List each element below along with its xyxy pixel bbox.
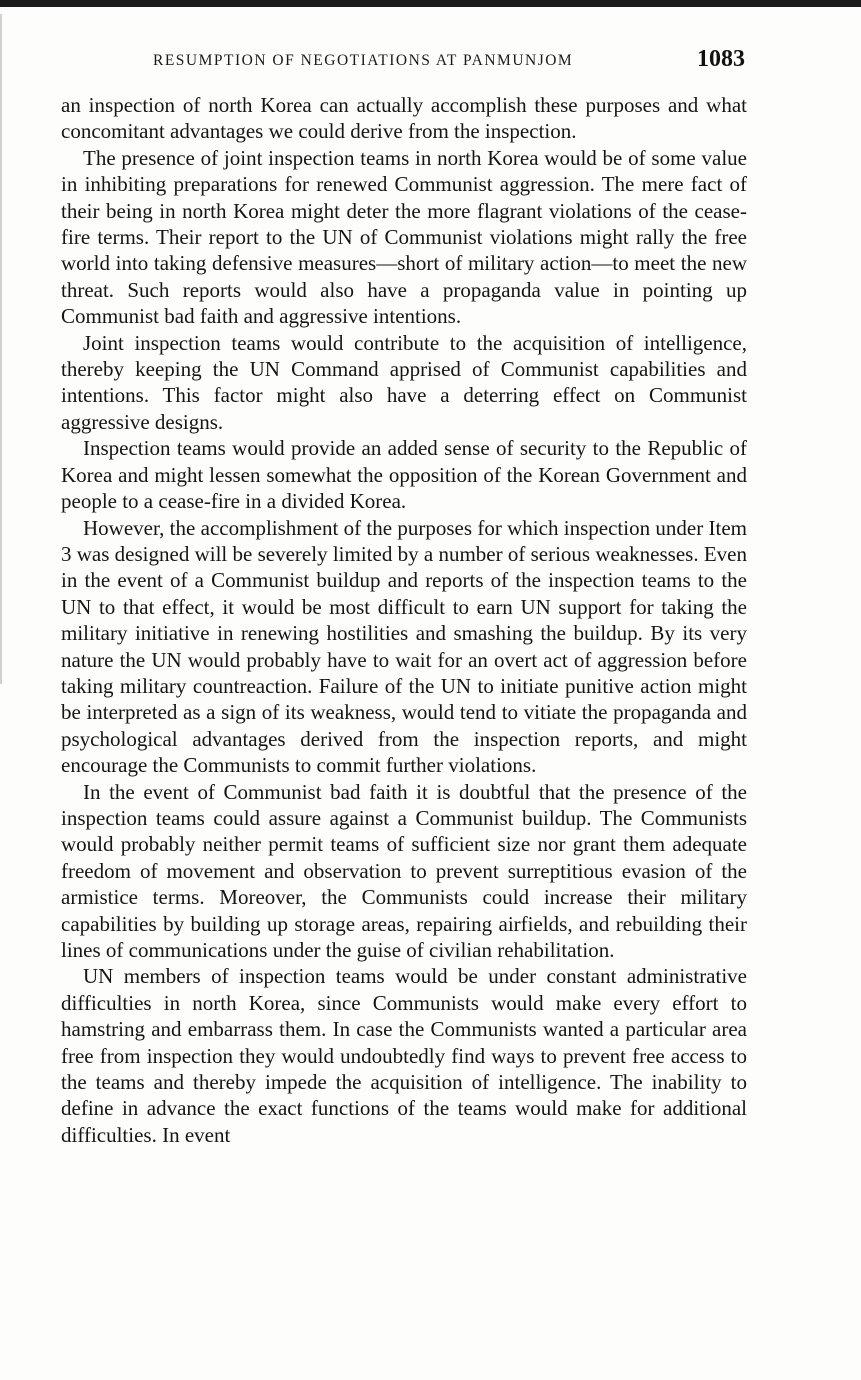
running-title: RESUMPTION OF NEGOTIATIONS AT PANMUNJOM bbox=[153, 52, 574, 69]
page-number: 1083 bbox=[697, 46, 745, 72]
paragraph-security: Inspection teams would provide an added sense of security to the Republic of Korea and might lessen somewhat the opposition of the Korean Government and people to a cease-fire in a divided Korea. bbox=[61, 436, 747, 514]
paragraph-intelligence: Joint inspection teams would contribute to the acquisition of intelligence, thereby keeping the UN Command apprised of Communist capabilities and intentions. This factor might also have a deterring effect on Communist aggressive designs. bbox=[61, 330, 747, 434]
scan-top-border bbox=[0, 0, 861, 7]
running-header bbox=[61, 46, 747, 76]
book-page bbox=[61, 46, 747, 1148]
body-text bbox=[61, 92, 747, 1148]
paragraph-weaknesses: However, the accomplishment of the purposes for which inspection under Item 3 was designed will be severely limited by a number of serious weaknesses. Even in the event of a Communist buildup and reports of the inspection teams to the UN to that effect, it would be most difficult to earn UN support for taking the military initiative in renewing hostilities and smashing the buildup. By its very nature the UN would probably have to wait for an overt act of aggression before taking military countreaction. Failure of the UN to initiate punitive action might be interpreted as a sign of its weakness, would tend to vitiate the propaganda and psychological advantages derived from the inspection reports, and might encourage the Communists to commit further violations. bbox=[61, 515, 747, 778]
paragraph-joint-inspection-value: The presence of joint inspection teams in north Korea would be of some value in inhibiting preparations for renewed Communist aggression. The mere fact of their being in north Korea might deter the more flagrant violations of the cease-fire terms. Their report to the UN of Communist violations might rally the free world into taking defensive measures—short of military action—to meet the new threat. Such reports would also have a propaganda value in pointing up Communist bad faith and aggressive intentions. bbox=[61, 145, 747, 329]
paragraph-bad-faith: In the event of Communist bad faith it is doubtful that the presence of the inspection teams could assure against a Communist buildup. The Communists would probably neither permit teams of sufficient size nor grant them adequate freedom of movement and observation to prevent surreptitious evasion of the armistice terms. Moreover, the Communists could increase their military capabilities by building up storage areas, repairing airfields, and rebuilding their lines of communications under the guise of civilian rehabilitation. bbox=[61, 779, 747, 962]
paragraph-administrative-difficulties: UN members of inspection teams would be under constant administrative difficulties in north Korea, since Communists would make every effort to hamstring and embarrass them. In case the Communists wanted a particular area free from inspection they would undoubtedly find ways to prevent free access to the teams and thereby impede the acquisition of intelligence. The inability to define in advance the exact functions of the teams would make for additional difficulties. In event bbox=[61, 964, 747, 1147]
paragraph-continuation: an inspection of north Korea can actually accomplish these purposes and what concomitant advantages we could derive from the inspection. bbox=[61, 93, 747, 144]
scan-left-edge bbox=[0, 14, 2, 684]
